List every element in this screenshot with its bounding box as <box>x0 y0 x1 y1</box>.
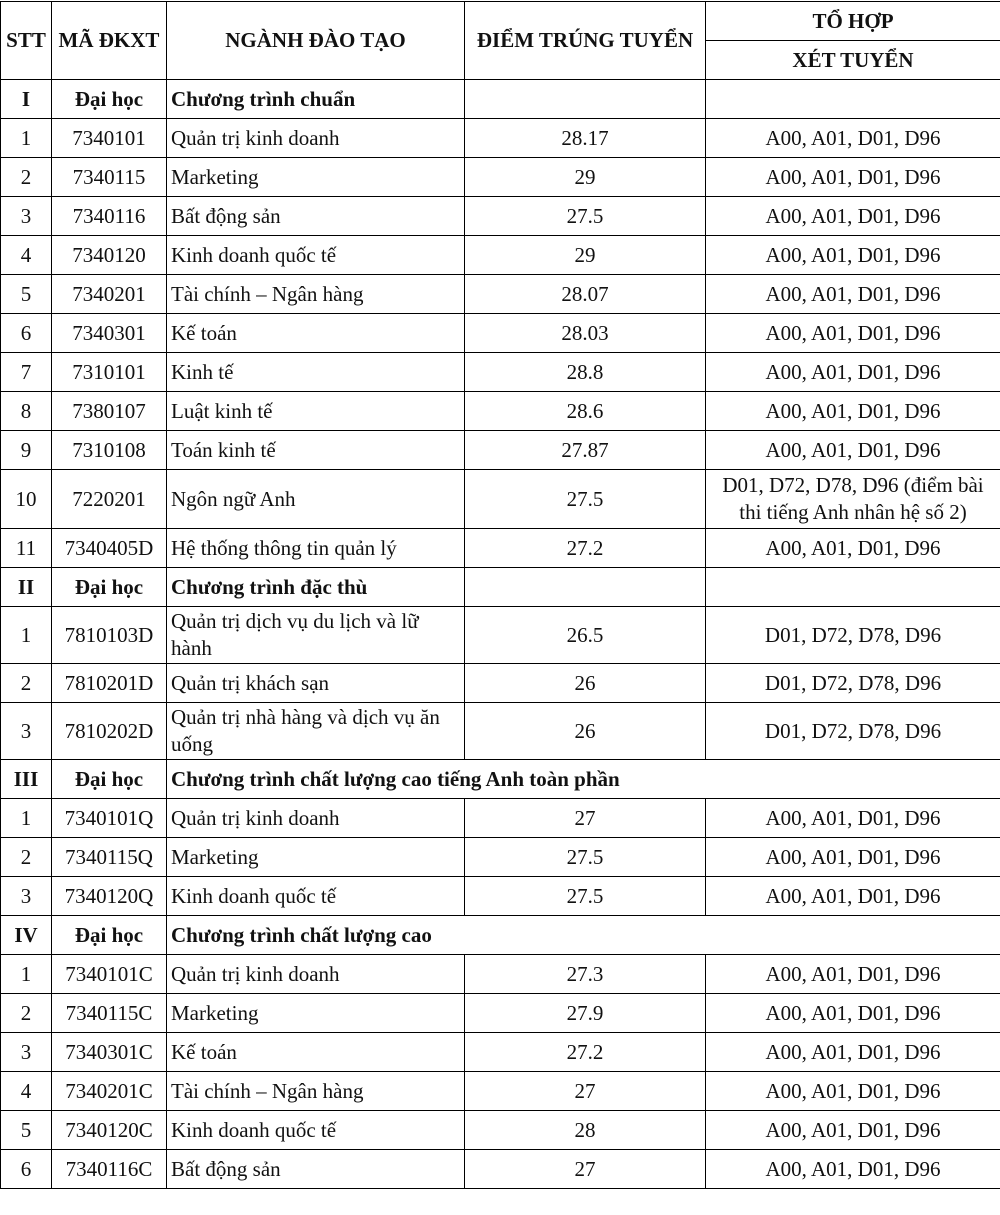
row-combo: A00, A01, D01, D96 <box>706 158 1000 197</box>
row-code: 7340405D <box>52 529 167 568</box>
row-combo: A00, A01, D01, D96 <box>706 994 1000 1033</box>
table-row <box>1 275 1000 314</box>
header-stt: STT <box>1 2 52 80</box>
row-code: 7220201 <box>52 470 167 529</box>
row-major: Bất động sản <box>167 197 465 236</box>
row-major: Kinh tế <box>167 353 465 392</box>
table-row <box>1 1150 1000 1189</box>
row-major: Kế toán <box>167 1033 465 1072</box>
row-code: 7340115 <box>52 158 167 197</box>
section-row-high-quality-english-program <box>1 760 1000 799</box>
row-score: 27.2 <box>465 1033 706 1072</box>
row-major: Toán kinh tế <box>167 431 465 470</box>
row-combo: A00, A01, D01, D96 <box>706 353 1000 392</box>
section-numeral: II <box>1 568 52 607</box>
row-combo: A00, A01, D01, D96 <box>706 314 1000 353</box>
row-code: 7340116C <box>52 1150 167 1189</box>
header-combo-line2: XÉT TUYỂN <box>706 41 1000 80</box>
row-stt: 8 <box>1 392 52 431</box>
section-program: Chương trình đặc thù <box>167 568 465 607</box>
row-major: Quản trị kinh doanh <box>167 119 465 158</box>
section-empty-combo <box>706 80 1000 119</box>
section-level: Đại học <box>52 568 167 607</box>
table-row <box>1 236 1000 275</box>
row-combo: A00, A01, D01, D96 <box>706 1072 1000 1111</box>
row-stt: 7 <box>1 353 52 392</box>
row-stt: 1 <box>1 119 52 158</box>
table-row <box>1 607 1000 664</box>
table-row <box>1 314 1000 353</box>
table-row <box>1 529 1000 568</box>
table-row <box>1 703 1000 760</box>
row-code: 7340301C <box>52 1033 167 1072</box>
row-score: 27 <box>465 799 706 838</box>
row-combo: A00, A01, D01, D96 <box>706 1111 1000 1150</box>
row-combo: A00, A01, D01, D96 <box>706 392 1000 431</box>
row-stt: 5 <box>1 275 52 314</box>
row-stt: 2 <box>1 664 52 703</box>
row-combo: A00, A01, D01, D96 <box>706 197 1000 236</box>
row-score: 28.8 <box>465 353 706 392</box>
row-major: Tài chính – Ngân hàng <box>167 1072 465 1111</box>
row-code: 7380107 <box>52 392 167 431</box>
row-score: 28.17 <box>465 119 706 158</box>
table-row <box>1 838 1000 877</box>
row-stt: 5 <box>1 1111 52 1150</box>
row-major: Kinh doanh quốc tế <box>167 236 465 275</box>
row-combo: D01, D72, D78, D96 <box>706 703 1000 760</box>
row-stt: 2 <box>1 158 52 197</box>
row-code: 7340101Q <box>52 799 167 838</box>
header-major: NGÀNH ĐÀO TẠO <box>167 2 465 80</box>
header-score: ĐIỂM TRÚNG TUYỂN <box>465 2 706 80</box>
table-row <box>1 955 1000 994</box>
table-row <box>1 197 1000 236</box>
row-major: Quản trị khách sạn <box>167 664 465 703</box>
row-score: 27.5 <box>465 838 706 877</box>
row-code: 7340116 <box>52 197 167 236</box>
table-row <box>1 994 1000 1033</box>
section-row-special-program <box>1 568 1000 607</box>
section-empty-score <box>465 80 706 119</box>
row-score: 29 <box>465 158 706 197</box>
row-code: 7340301 <box>52 314 167 353</box>
table-row <box>1 1072 1000 1111</box>
section-row-standard-program <box>1 80 1000 119</box>
row-combo: D01, D72, D78, D96 <box>706 664 1000 703</box>
row-score: 27.2 <box>465 529 706 568</box>
row-major: Quản trị dịch vụ du lịch và lữ hành <box>167 607 465 664</box>
row-code: 7310101 <box>52 353 167 392</box>
row-score: 27.5 <box>465 470 706 529</box>
row-code: 7340115Q <box>52 838 167 877</box>
table-row <box>1 119 1000 158</box>
section-program: Chương trình chuẩn <box>167 80 465 119</box>
section-numeral: IV <box>1 916 52 955</box>
row-combo: A00, A01, D01, D96 <box>706 236 1000 275</box>
row-combo: A00, A01, D01, D96 <box>706 838 1000 877</box>
section-program: Chương trình chất lượng cao tiếng Anh toàn phần <box>167 760 1000 799</box>
table-row <box>1 1111 1000 1150</box>
row-code: 7340201C <box>52 1072 167 1111</box>
row-major: Tài chính – Ngân hàng <box>167 275 465 314</box>
row-stt: 6 <box>1 1150 52 1189</box>
row-score: 28.07 <box>465 275 706 314</box>
row-major: Ngôn ngữ Anh <box>167 470 465 529</box>
row-stt: 4 <box>1 1072 52 1111</box>
header-combo-line1: TỔ HỢP <box>706 2 1000 41</box>
row-code: 7810201D <box>52 664 167 703</box>
table-row <box>1 1033 1000 1072</box>
row-stt: 4 <box>1 236 52 275</box>
row-major: Kinh doanh quốc tế <box>167 877 465 916</box>
row-stt: 3 <box>1 877 52 916</box>
table-row <box>1 158 1000 197</box>
table-row <box>1 799 1000 838</box>
header-code: MÃ ĐKXT <box>52 2 167 80</box>
row-combo: A00, A01, D01, D96 <box>706 799 1000 838</box>
row-score: 26 <box>465 703 706 760</box>
row-score: 27 <box>465 1072 706 1111</box>
section-level: Đại học <box>52 916 167 955</box>
row-score: 28.6 <box>465 392 706 431</box>
section-empty-score <box>465 568 706 607</box>
row-score: 27.5 <box>465 877 706 916</box>
row-score: 27.9 <box>465 994 706 1033</box>
row-combo: A00, A01, D01, D96 <box>706 955 1000 994</box>
row-stt: 1 <box>1 799 52 838</box>
row-major: Marketing <box>167 994 465 1033</box>
row-stt: 6 <box>1 314 52 353</box>
row-code: 7340115C <box>52 994 167 1033</box>
section-program: Chương trình chất lượng cao <box>167 916 1000 955</box>
row-stt: 2 <box>1 838 52 877</box>
section-row-high-quality-program <box>1 916 1000 955</box>
row-combo: D01, D72, D78, D96 <box>706 607 1000 664</box>
row-stt: 1 <box>1 955 52 994</box>
row-combo: D01, D72, D78, D96 (điểm bài thi tiếng Anh nhân hệ số 2) <box>706 470 1000 529</box>
section-numeral: III <box>1 760 52 799</box>
section-level: Đại học <box>52 80 167 119</box>
row-code: 7310108 <box>52 431 167 470</box>
section-level: Đại học <box>52 760 167 799</box>
table-row <box>1 392 1000 431</box>
table-row <box>1 664 1000 703</box>
row-score: 28.03 <box>465 314 706 353</box>
table-row <box>1 877 1000 916</box>
row-code: 7810202D <box>52 703 167 760</box>
table-row <box>1 431 1000 470</box>
table-row <box>1 353 1000 392</box>
row-code: 7340120 <box>52 236 167 275</box>
row-major: Kinh doanh quốc tế <box>167 1111 465 1150</box>
row-score: 28 <box>465 1111 706 1150</box>
row-stt: 10 <box>1 470 52 529</box>
row-major: Marketing <box>167 158 465 197</box>
row-code: 7340101 <box>52 119 167 158</box>
row-code: 7340120C <box>52 1111 167 1150</box>
row-combo: A00, A01, D01, D96 <box>706 529 1000 568</box>
row-code: 7340101C <box>52 955 167 994</box>
row-score: 27 <box>465 1150 706 1189</box>
row-combo: A00, A01, D01, D96 <box>706 1150 1000 1189</box>
row-major: Quản trị kinh doanh <box>167 799 465 838</box>
row-stt: 3 <box>1 1033 52 1072</box>
row-major: Quản trị kinh doanh <box>167 955 465 994</box>
row-stt: 1 <box>1 607 52 664</box>
row-code: 7340201 <box>52 275 167 314</box>
table-row <box>1 470 1000 529</box>
table-header <box>1 2 1000 80</box>
row-stt: 11 <box>1 529 52 568</box>
row-combo: A00, A01, D01, D96 <box>706 119 1000 158</box>
row-major: Kế toán <box>167 314 465 353</box>
row-score: 27.5 <box>465 197 706 236</box>
row-combo: A00, A01, D01, D96 <box>706 877 1000 916</box>
row-score: 27.3 <box>465 955 706 994</box>
row-score: 26.5 <box>465 607 706 664</box>
row-major: Hệ thống thông tin quản lý <box>167 529 465 568</box>
row-major: Marketing <box>167 838 465 877</box>
row-stt: 9 <box>1 431 52 470</box>
row-stt: 3 <box>1 197 52 236</box>
row-score: 26 <box>465 664 706 703</box>
admission-scores-table <box>0 1 1000 1189</box>
row-major: Luật kinh tế <box>167 392 465 431</box>
row-score: 29 <box>465 236 706 275</box>
row-code: 7340120Q <box>52 877 167 916</box>
row-score: 27.87 <box>465 431 706 470</box>
row-combo: A00, A01, D01, D96 <box>706 1033 1000 1072</box>
row-major: Bất động sản <box>167 1150 465 1189</box>
row-combo: A00, A01, D01, D96 <box>706 275 1000 314</box>
section-numeral: I <box>1 80 52 119</box>
row-stt: 2 <box>1 994 52 1033</box>
row-stt: 3 <box>1 703 52 760</box>
row-combo: A00, A01, D01, D96 <box>706 431 1000 470</box>
section-empty-combo <box>706 568 1000 607</box>
row-major: Quản trị nhà hàng và dịch vụ ăn uống <box>167 703 465 760</box>
row-code: 7810103D <box>52 607 167 664</box>
